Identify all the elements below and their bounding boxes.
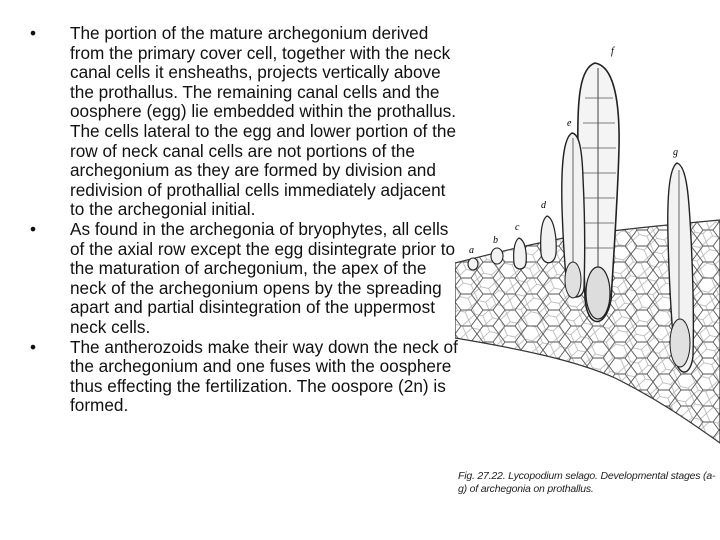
bullet-text: The antherozoids make their way down the neck of the archegonium and one fuses with the oosphere thus effecting the fertilization. The oospore (2n) is formed. — [70, 336, 458, 416]
stage-label-a: a — [469, 245, 474, 256]
stage-label-e: e — [567, 118, 572, 129]
bullet-item — [30, 338, 458, 416]
bullet-item — [30, 24, 458, 220]
bullet-icon: • — [30, 218, 37, 239]
archegonium-a — [468, 258, 478, 270]
archegonium-b — [491, 248, 503, 264]
stage-label-f: f — [611, 46, 614, 57]
archegonium-e — [562, 133, 585, 298]
bullet-text: The portion of the mature archegonium derived from the primary cover cell, together with the neck canal cells it ensheaths, projects vertically above the prothallus. The remaining canal cells and the oosphere (egg) lie embedded within the prothallus. The cells lateral to the egg and lower portion of the row of neck canal cells are not portions of the archegonium as they are formed by division and redivision of prothallial cells immediately adjacent to the archegonial initial. — [70, 23, 457, 220]
bullet-list — [30, 24, 458, 416]
archegonium-c — [514, 238, 527, 269]
bullet-item — [30, 220, 458, 338]
bullet-icon: • — [30, 23, 37, 43]
stage-label-c: c — [515, 222, 520, 233]
stage-label-d: d — [541, 200, 546, 211]
archegonia-illustration — [455, 38, 720, 468]
text-area — [30, 24, 458, 416]
archegonia-figure — [455, 38, 720, 488]
bullet-text: As found in the archegonia of bryophytes, all cells of the axial row except the egg disintegrate prior to the maturation of archegonium, the apex of the neck of the archegonium opens by the spreading apart and partial disintegration of the uppermost neck cells. — [70, 218, 456, 337]
stage-label-b: b — [493, 235, 498, 246]
archegonium-d — [541, 216, 557, 263]
stage-label-g: g — [673, 147, 678, 158]
bullet-icon: • — [30, 336, 37, 357]
archegonium-g — [668, 163, 694, 372]
figure-caption: Fig. 27.22. Lycopodium selago. Developmental stages (a-g) of archegonia on prothallus. — [458, 470, 716, 495]
